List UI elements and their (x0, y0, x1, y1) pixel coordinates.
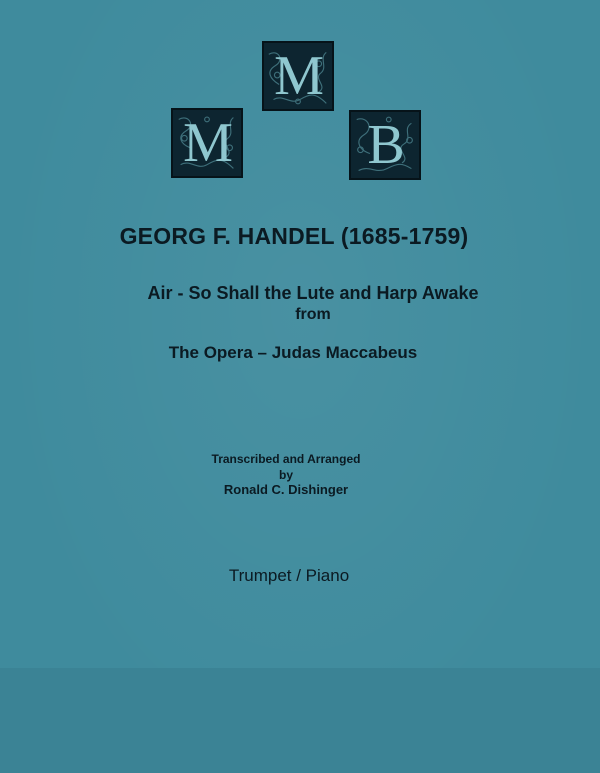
logo-letter-center: M (274, 45, 322, 107)
credit-by: by (278, 468, 293, 482)
logo-letter-right: B (367, 114, 403, 176)
arranger-name: Ronald C. Dishinger (223, 482, 349, 497)
composer-heading: GEORG F. HANDEL (1685-1759) (119, 223, 469, 249)
cover-bottom-band (0, 668, 600, 773)
publisher-logo-m-center (262, 41, 334, 111)
credit-transcribed-arranged: Transcribed and Arranged (211, 452, 361, 466)
opera-title: The Opera – Judas Maccabeus (168, 343, 418, 362)
piece-from-label: from (295, 306, 331, 323)
logo-letter-left: M (183, 112, 231, 174)
instrumentation-label: Trumpet / Piano (228, 566, 350, 585)
publisher-logo-b-right (349, 110, 421, 180)
publisher-logo-m-left (171, 108, 243, 178)
piece-title: Air - So Shall the Lute and Harp Awake (147, 283, 479, 303)
